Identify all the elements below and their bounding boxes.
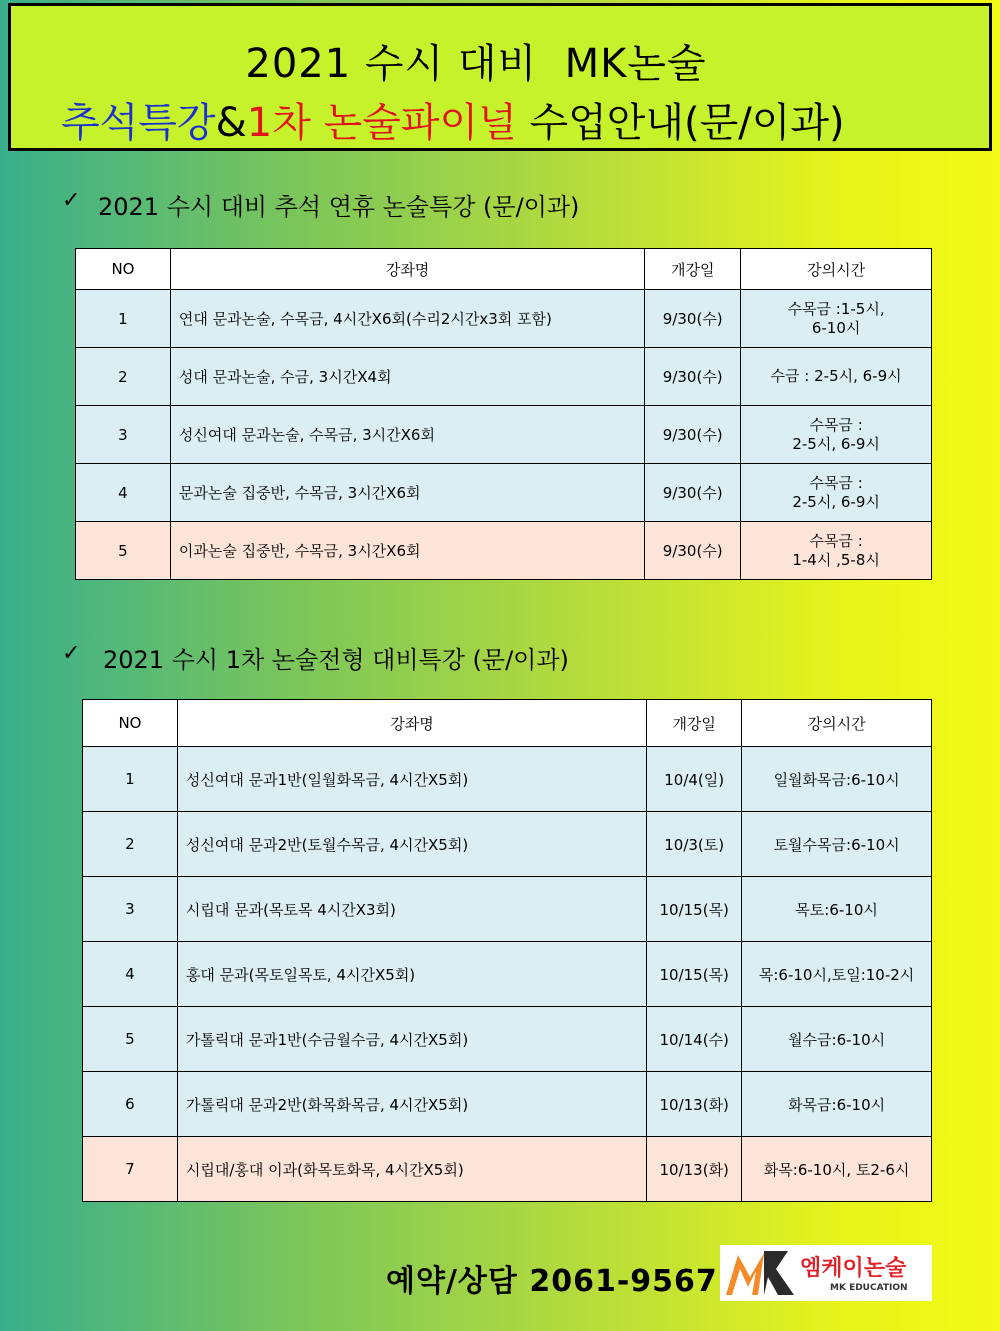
title-line-1: 2021 수시 대비 MK논술 <box>245 41 707 87</box>
row-start: 10/13(화) <box>647 1072 742 1137</box>
table-row <box>76 464 932 522</box>
table-row <box>83 812 932 877</box>
row-start: 9/30(수) <box>645 290 741 348</box>
row-no: 1 <box>83 747 178 812</box>
row-time <box>741 348 932 406</box>
row-course: 홍대 문과(목토일목토, 4시간X5회) <box>177 942 646 1007</box>
table-row <box>83 1007 932 1072</box>
row-time-line1: 수목금 : <box>809 473 863 492</box>
mk-logo-icon <box>724 1247 800 1299</box>
title-chuseok: 추석특강 <box>61 100 216 146</box>
title-final: 1차 논술파이널 <box>246 100 517 146</box>
section2-title: 2021 수시 1차 논술전형 대비특강 (문/이과) <box>103 646 569 674</box>
table-header-row <box>76 249 932 290</box>
row-time: 토월수목금:6-10시 <box>742 812 932 877</box>
col-header-course: 강좌명 <box>170 249 644 290</box>
row-start: 10/14(수) <box>647 1007 742 1072</box>
title-line-2 <box>61 91 845 148</box>
row-start: 9/30(수) <box>645 406 741 464</box>
row-start: 10/15(목) <box>647 942 742 1007</box>
row-start: 9/30(수) <box>645 522 741 580</box>
row-time <box>741 464 932 522</box>
row-no: 3 <box>76 406 171 464</box>
section2-table <box>82 699 932 1202</box>
row-time: 월수금:6-10시 <box>742 1007 932 1072</box>
row-time-line1: 수목금 :1-5시, <box>787 299 885 318</box>
row-start: 10/3(토) <box>647 812 742 877</box>
table-row <box>83 747 932 812</box>
row-course: 연대 문과논술, 수목금, 4시간X6회(수리2시간x3회 포함) <box>170 290 644 348</box>
col-header-time: 강의시간 <box>742 700 932 747</box>
row-course: 이과논술 집중반, 수목금, 3시간X6회 <box>170 522 644 580</box>
row-no: 3 <box>83 877 178 942</box>
row-time-line1: 수금 : 2-5시, 6-9시 <box>770 367 902 385</box>
table-row <box>83 942 932 1007</box>
row-course: 문과논술 집중반, 수목금, 3시간X6회 <box>170 464 644 522</box>
row-no: 2 <box>76 348 171 406</box>
row-start: 10/4(일) <box>647 747 742 812</box>
col-header-start: 개강일 <box>647 700 742 747</box>
row-start: 10/15(목) <box>647 877 742 942</box>
row-no: 7 <box>83 1137 178 1202</box>
table-row <box>83 1072 932 1137</box>
table-row <box>83 1137 932 1202</box>
table-row <box>76 406 932 464</box>
row-no: 1 <box>76 290 171 348</box>
table-row <box>76 348 932 406</box>
check-icon: ✓ <box>62 641 81 666</box>
row-course: 시립대/홍대 이과(화목토화목, 4시간X5회) <box>177 1137 646 1202</box>
row-no: 4 <box>83 942 178 1007</box>
row-time: 화목금:6-10시 <box>742 1072 932 1137</box>
logo-text: 엠케이논술 <box>800 1256 907 1281</box>
check-icon: ✓ <box>62 188 81 213</box>
row-course: 성신여대 문과2반(토월수목금, 4시간X5회) <box>177 812 646 877</box>
section1-table <box>75 248 932 580</box>
mk-logo <box>720 1245 932 1301</box>
row-course: 시립대 문과(목토목 4시간X3회) <box>177 877 646 942</box>
row-time <box>741 522 932 580</box>
col-header-no: NO <box>76 249 171 290</box>
row-time: 일월화목금:6-10시 <box>742 747 932 812</box>
row-time-line2: 2-5시, 6-9시 <box>792 434 880 453</box>
row-time <box>741 406 932 464</box>
row-no: 2 <box>83 812 178 877</box>
table-row <box>76 290 932 348</box>
row-no: 5 <box>83 1007 178 1072</box>
row-start: 9/30(수) <box>645 348 741 406</box>
table-row <box>76 522 932 580</box>
col-header-time: 강의시간 <box>741 249 932 290</box>
contact-phone: 예약/상담 2061-9567 <box>386 1264 718 1299</box>
row-time-line2: 6-10시 <box>811 318 861 337</box>
section1-title: 2021 수시 대비 추석 연휴 논술특강 (문/이과) <box>98 193 580 221</box>
row-no: 4 <box>76 464 171 522</box>
row-time: 목:6-10시,토일:10-2시 <box>742 942 932 1007</box>
col-header-course: 강좌명 <box>177 700 646 747</box>
row-no: 6 <box>83 1072 178 1137</box>
col-header-no: NO <box>83 700 178 747</box>
row-course: 성대 문과논술, 수금, 3시간X4회 <box>170 348 644 406</box>
row-course: 성신여대 문과1반(일월화목금, 4시간X5회) <box>177 747 646 812</box>
row-start: 9/30(수) <box>645 464 741 522</box>
row-time-line2: 1-4시 ,5-8시 <box>792 550 880 569</box>
row-time-line1: 수목금 : <box>809 415 863 434</box>
row-time-line1: 수목금 : <box>809 531 863 550</box>
row-start: 10/13(화) <box>647 1137 742 1202</box>
title-ampersand: & <box>215 100 247 146</box>
row-time: 화목:6-10시, 토2-6시 <box>742 1137 932 1202</box>
row-course: 가톨릭대 문과2반(화목화목금, 4시간X5회) <box>177 1072 646 1137</box>
row-time: 목토:6-10시 <box>742 877 932 942</box>
title-guide: 수업안내(문/이과) <box>516 100 845 146</box>
logo-subtext: MK EDUCATION <box>830 1283 908 1293</box>
row-time-line2: 2-5시, 6-9시 <box>792 492 880 511</box>
table-row <box>83 877 932 942</box>
col-header-start: 개강일 <box>645 249 741 290</box>
row-course: 가톨릭대 문과1반(수금월수금, 4시간X5회) <box>177 1007 646 1072</box>
row-course: 성신여대 문과논술, 수목금, 3시간X6회 <box>170 406 644 464</box>
row-no: 5 <box>76 522 171 580</box>
header-banner <box>8 3 992 151</box>
table-header-row <box>83 700 932 747</box>
row-time <box>741 290 932 348</box>
